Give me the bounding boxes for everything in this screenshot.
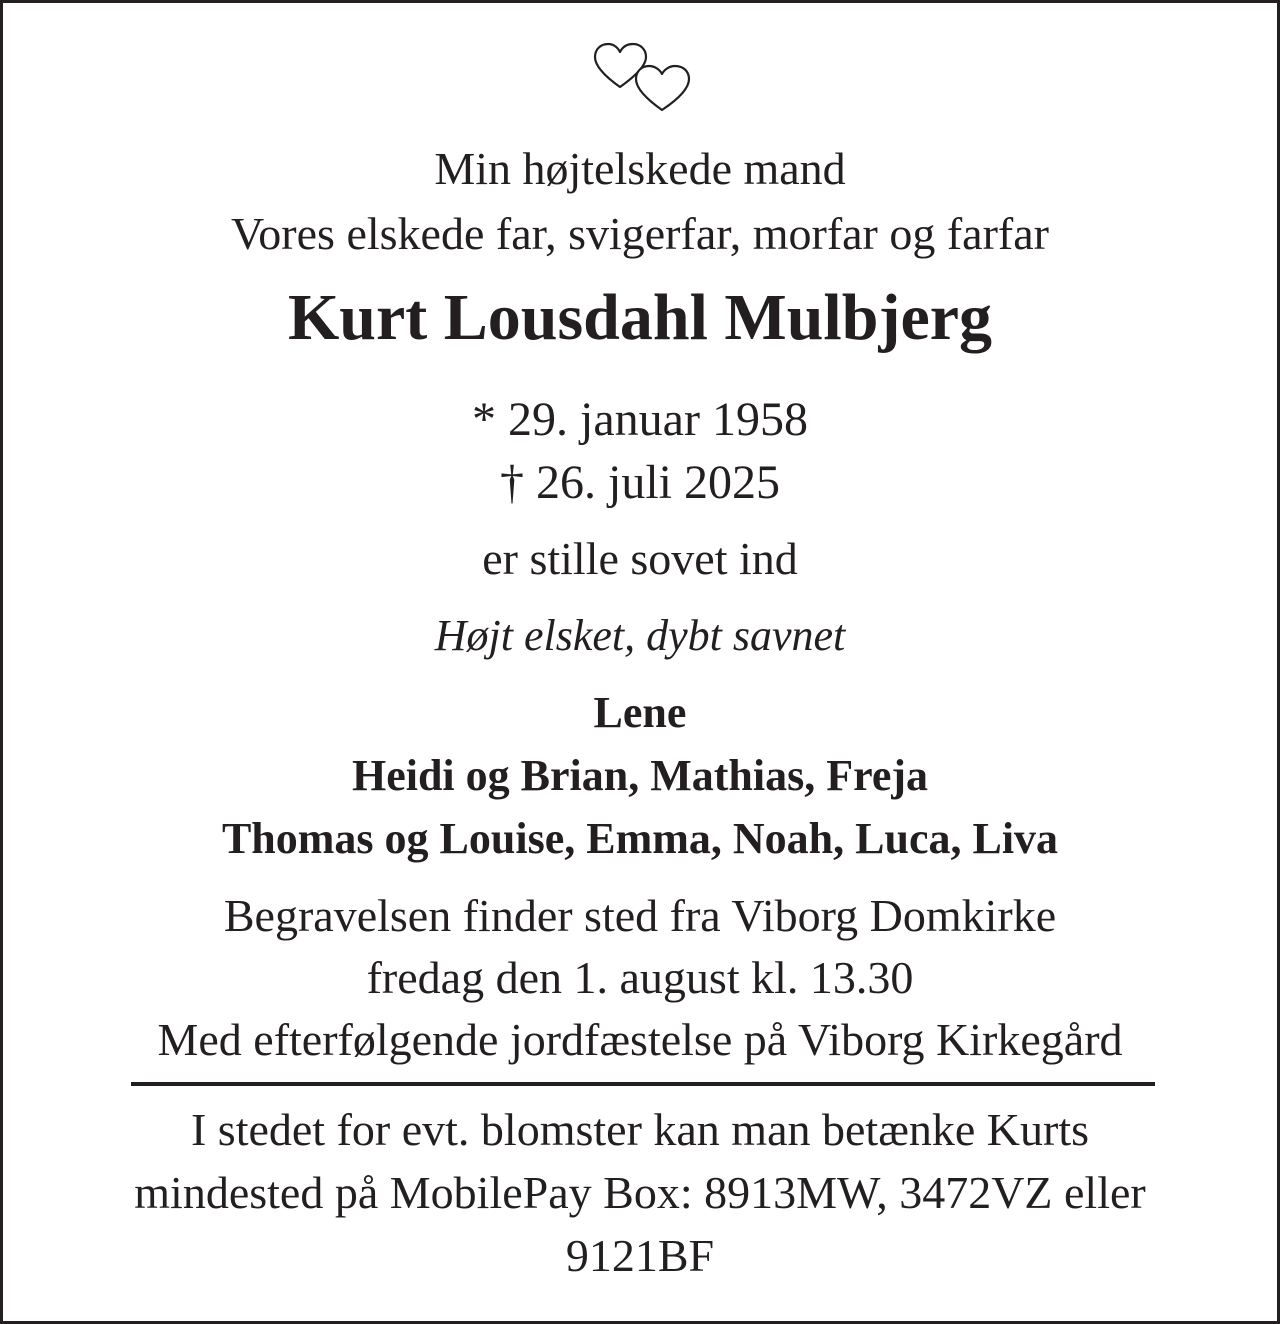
- death-date: † 26. juli 2025: [499, 456, 780, 509]
- deceased-name: Kurt Lousdahl Mulbjerg: [287, 281, 993, 354]
- family-line-2: Heidi og Brian, Mathias, Freja: [351, 751, 929, 800]
- intro-line-2: Vores elskede far, svigerfar, morfar og farfar: [231, 208, 1049, 259]
- donation-line-1: I stedet for evt. blomster kan man betænke Kurts: [190, 1104, 1090, 1155]
- birth-date: * 29. januar 1958: [472, 393, 808, 446]
- funeral-line-2: fredag den 1. august kl. 13.30: [366, 952, 914, 1003]
- funeral-line-1: Begravelsen finder sted fra Viborg Domkirke: [223, 890, 1057, 941]
- family-line-3: Thomas og Louise, Emma, Noah, Luca, Liva: [221, 814, 1059, 863]
- passing-text: er stille sovet ind: [482, 533, 798, 584]
- donation-line-2: mindested på MobilePay Box: 8913MW, 3472VZ eller: [134, 1167, 1146, 1218]
- donation-line-3: 9121BF: [565, 1230, 715, 1281]
- funeral-line-3: Med efterfølgende jordfæstelse på Viborg Kirkegård: [157, 1014, 1123, 1065]
- two-hearts-icon: [593, 41, 695, 115]
- intro-line-1: Min højtelskede mand: [434, 143, 846, 194]
- motto: Højt elsket, dybt savnet: [434, 611, 846, 660]
- divider: [131, 1082, 1155, 1086]
- family-line-1: Lene: [593, 688, 687, 737]
